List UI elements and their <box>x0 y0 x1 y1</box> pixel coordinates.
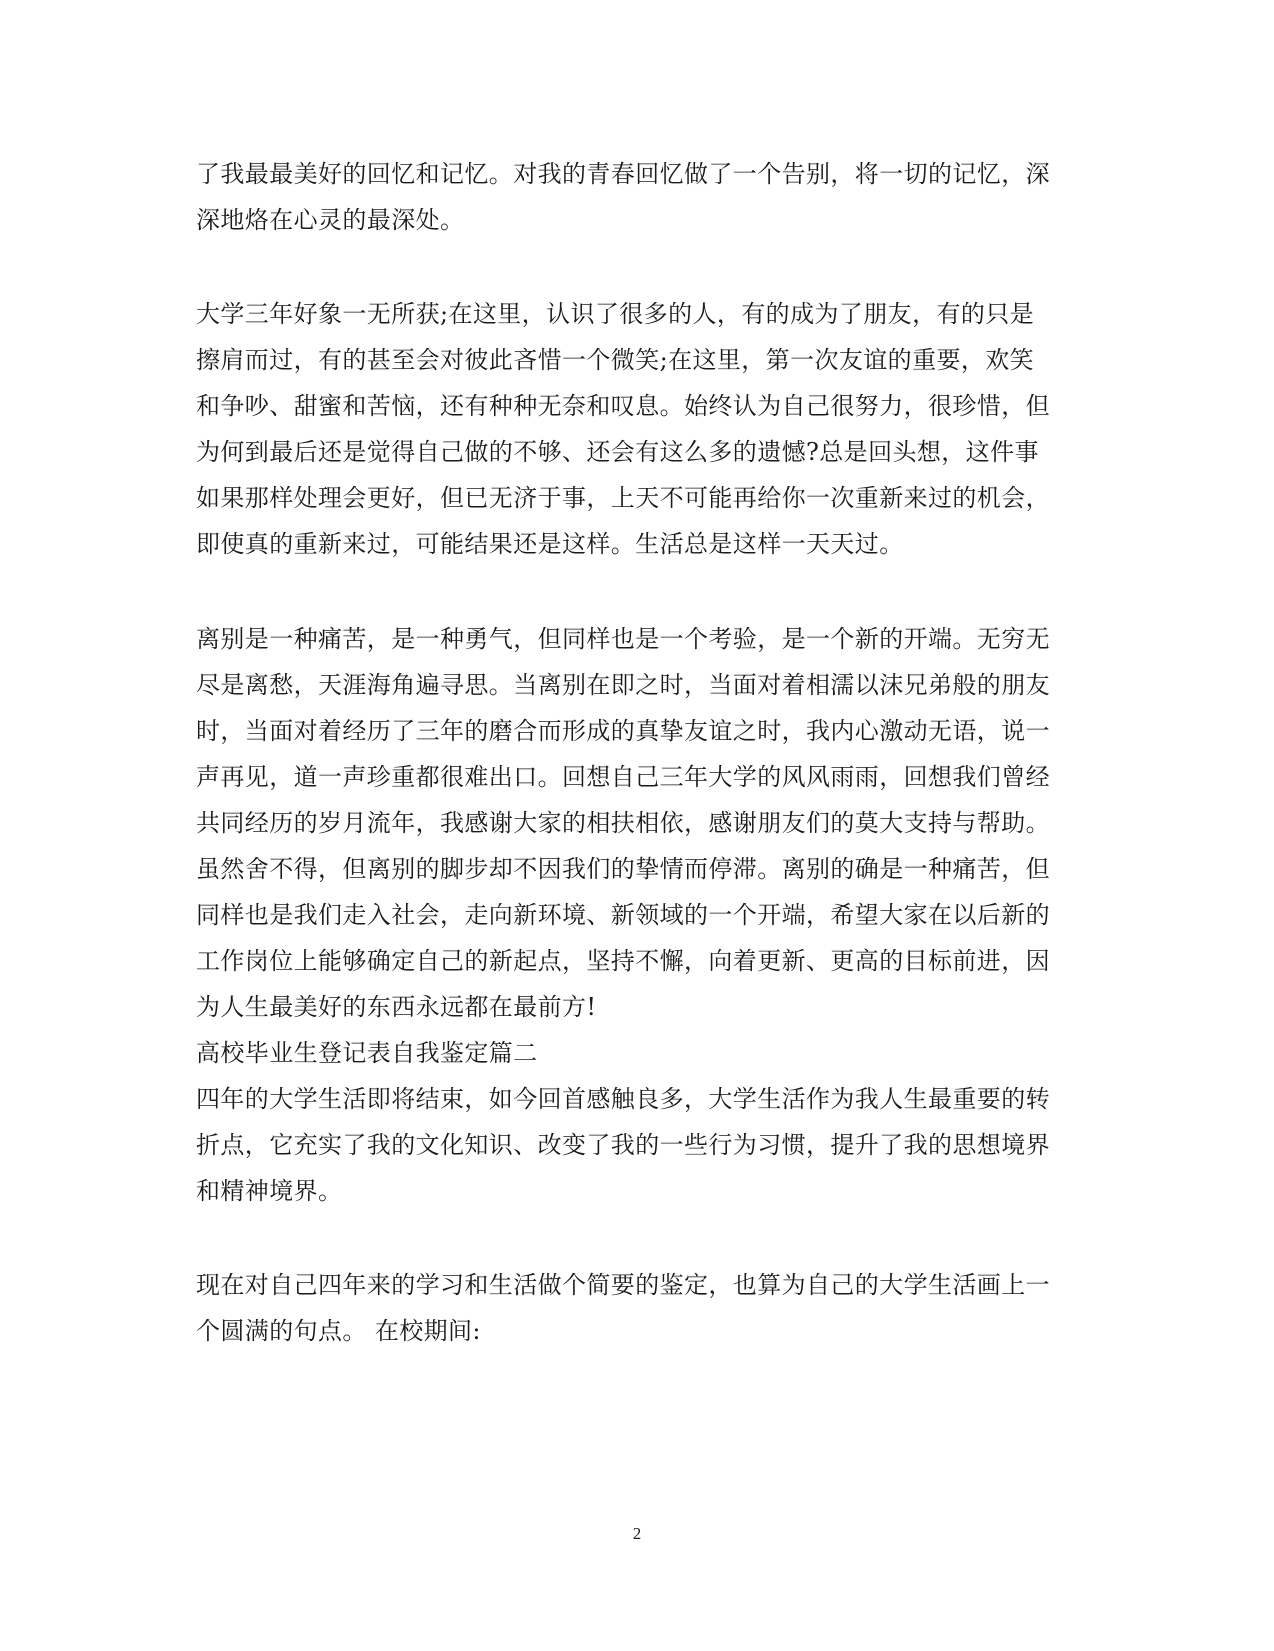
paragraph-3-line-8: 工作岗位上能够确定自己的新起点，坚持不懈，向着更新、更高的目标前进，因 <box>196 947 1050 975</box>
paragraph-5-line-1: 现在对自己四年来的学习和生活做个简要的鉴定，也算为自己的大学生活画上一 <box>196 1271 1050 1299</box>
paragraph-2-line-4: 为何到最后还是觉得自己做的不够、还会有这么多的遗憾?总是回头想，这件事 <box>196 438 1039 466</box>
paragraph-4-line-2: 折点，它充实了我的文化知识、改变了我的一些行为习惯，提升了我的思想境界 <box>196 1131 1050 1159</box>
paragraph-3-line-9: 为人生最美好的东西永远都在最前方! <box>196 993 597 1021</box>
paragraph-5-line-2: 个圆满的句点。 在校期间: <box>196 1317 481 1345</box>
paragraph-2-line-5: 如果那样处理会更好，但已无济于事，上天不可能再给你一次重新来过的机会， <box>196 484 1050 512</box>
paragraph-4-line-3: 和精神境界。 <box>196 1177 343 1205</box>
paragraph-1-line-2: 深地烙在心灵的最深处。 <box>196 206 465 234</box>
paragraph-3-line-7: 同样也是我们走入社会，走向新环境、新领域的一个开端，希望大家在以后新的 <box>196 901 1050 929</box>
paragraph-3-line-4: 声再见，道一声珍重都很难出口。回想自己三年大学的风风雨雨，回想我们曾经 <box>196 763 1050 791</box>
paragraph-2-line-6: 即使真的重新来过，可能结果还是这样。生活总是这样一天天过。 <box>196 530 904 558</box>
paragraph-3-line-5: 共同经历的岁月流年，我感谢大家的相扶相依，感谢朋友们的莫大支持与帮助。 <box>196 809 1050 837</box>
paragraph-2-line-1: 大学三年好象一无所获;在这里，认识了很多的人，有的成为了朋友，有的只是 <box>196 300 1035 328</box>
paragraph-3-line-3: 时，当面对着经历了三年的磨合而形成的真挚友谊之时，我内心激动无语，说一 <box>196 717 1050 745</box>
paragraph-4-line-1: 四年的大学生活即将结束，如今回首感触良多，大学生活作为我人生最重要的转 <box>196 1085 1050 1113</box>
paragraph-3-line-6: 虽然舍不得，但离别的脚步却不因我们的挚情而停滞。离别的确是一种痛苦，但 <box>196 855 1050 883</box>
paragraph-3-line-2: 尽是离愁，天涯海角遍寻思。当离别在即之时，当面对着相濡以沫兄弟般的朋友 <box>196 671 1050 699</box>
paragraph-2-line-3: 和争吵、甜蜜和苦恼，还有种种无奈和叹息。始终认为自己很努力，很珍惜，但 <box>196 392 1050 420</box>
paragraph-1-line-1: 了我最最美好的回忆和记忆。对我的青春回忆做了一个告别，将一切的记忆，深 <box>196 160 1050 188</box>
page-number: 2 <box>632 1524 642 1543</box>
section-heading: 高校毕业生登记表自我鉴定篇二 <box>196 1039 538 1067</box>
paragraph-3-line-1: 离别是一种痛苦，是一种勇气，但同样也是一个考验，是一个新的开端。无穷无 <box>196 625 1050 653</box>
paragraph-2-line-2: 擦肩而过，有的甚至会对彼此吝惜一个微笑;在这里，第一次友谊的重要，欢笑 <box>196 346 1035 374</box>
